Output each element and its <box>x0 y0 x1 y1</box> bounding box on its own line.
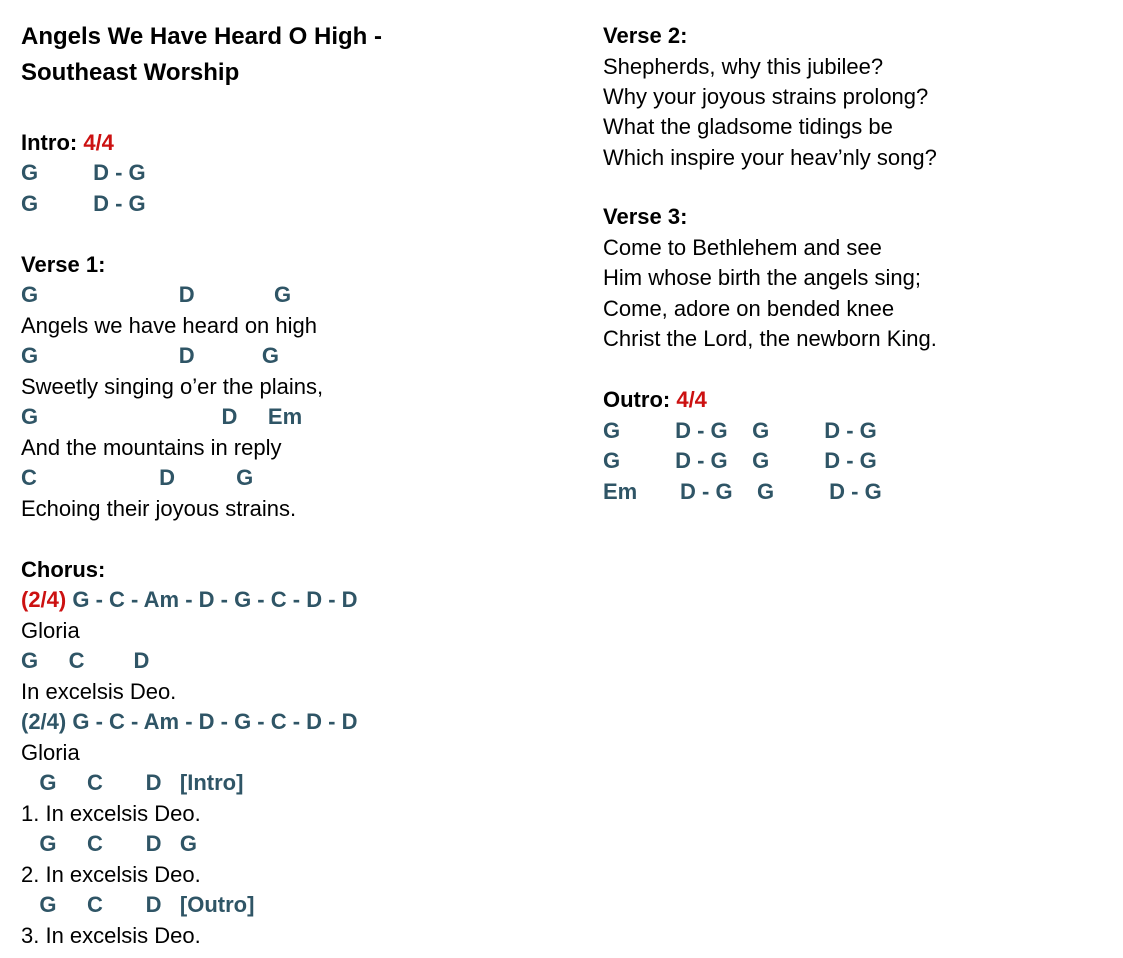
chorus-ending-lyric-1: 1. In excelsis Deo. <box>21 801 201 826</box>
verse3-heading: Verse 3: <box>603 204 688 229</box>
chorus-ending-chords-2: G C D G <box>21 831 198 856</box>
chorus-lyric-2: In excelsis Deo. <box>21 679 177 704</box>
verse1-lyric-2: Sweetly singing o’er the plains, <box>21 374 324 399</box>
intro-chords-2: G D - G <box>21 191 146 216</box>
outro-time-signature: 4/4 <box>676 387 707 412</box>
verse2-heading: Verse 2: <box>603 23 688 48</box>
intro-chords-1: G D - G <box>21 160 146 185</box>
verse1-lyric-1: Angels we have heard on high <box>21 313 317 338</box>
verse3-lyric-3: Come, adore on bended knee <box>603 296 895 321</box>
chorus-lyric-1: Gloria <box>21 618 80 643</box>
verse1-lyric-4: Echoing their joyous strains. <box>21 496 297 521</box>
outro-chords-2: G D - G G D - G <box>603 448 877 473</box>
verse2-lyric-1: Shepherds, why this jubilee? <box>603 54 884 79</box>
chorus-lyric-3: Gloria <box>21 740 80 765</box>
verse2-lyric-4: Which inspire your heav’nly song? <box>603 145 937 170</box>
verse1-chords-4: C D G <box>21 465 254 490</box>
outro-heading <box>603 385 707 415</box>
verse2-lyric-2: Why your joyous strains prolong? <box>603 84 929 109</box>
intro-time-signature: 4/4 <box>83 130 114 155</box>
verse1-chords-3: G D Em <box>21 404 303 429</box>
outro-label: Outro: <box>603 387 671 412</box>
chorus-chords-2: G C D <box>21 648 150 673</box>
song-title-line-1: Angels We Have Heard O High - <box>21 23 382 50</box>
chorus-chords-1 <box>21 585 358 615</box>
chorus-ending-chords-3: G C D [Outro] <box>21 892 255 917</box>
chorus-time-signature: (2/4) <box>21 587 67 612</box>
chorus-chord-sequence-1: G - C - Am - D - G - C - D - D <box>66 587 358 612</box>
song-title-line-2: Southeast Worship <box>21 59 240 86</box>
outro-chords-1: G D - G G D - G <box>603 418 877 443</box>
intro-label: Intro: <box>21 130 78 155</box>
verse1-chords-1: G D G <box>21 282 292 307</box>
verse3-lyric-4: Christ the Lord, the newborn King. <box>603 326 937 351</box>
chorus-chords-3: (2/4) G - C - Am - D - G - C - D - D <box>21 709 358 734</box>
intro-heading <box>21 128 114 158</box>
outro-chords-3: Em D - G G D - G <box>603 479 882 504</box>
chorus-ending-lyric-2: 2. In excelsis Deo. <box>21 862 201 887</box>
chorus-heading: Chorus: <box>21 557 106 582</box>
verse1-lyric-3: And the mountains in reply <box>21 435 282 460</box>
verse3-lyric-1: Come to Bethlehem and see <box>603 235 882 260</box>
chorus-ending-lyric-3: 3. In excelsis Deo. <box>21 923 201 948</box>
verse3-lyric-2: Him whose birth the angels sing; <box>603 265 921 290</box>
verse1-chords-2: G D G <box>21 343 279 368</box>
verse1-heading: Verse 1: <box>21 252 106 277</box>
chorus-ending-chords-1: G C D [Intro] <box>21 770 244 795</box>
verse2-lyric-3: What the gladsome tidings be <box>603 114 893 139</box>
